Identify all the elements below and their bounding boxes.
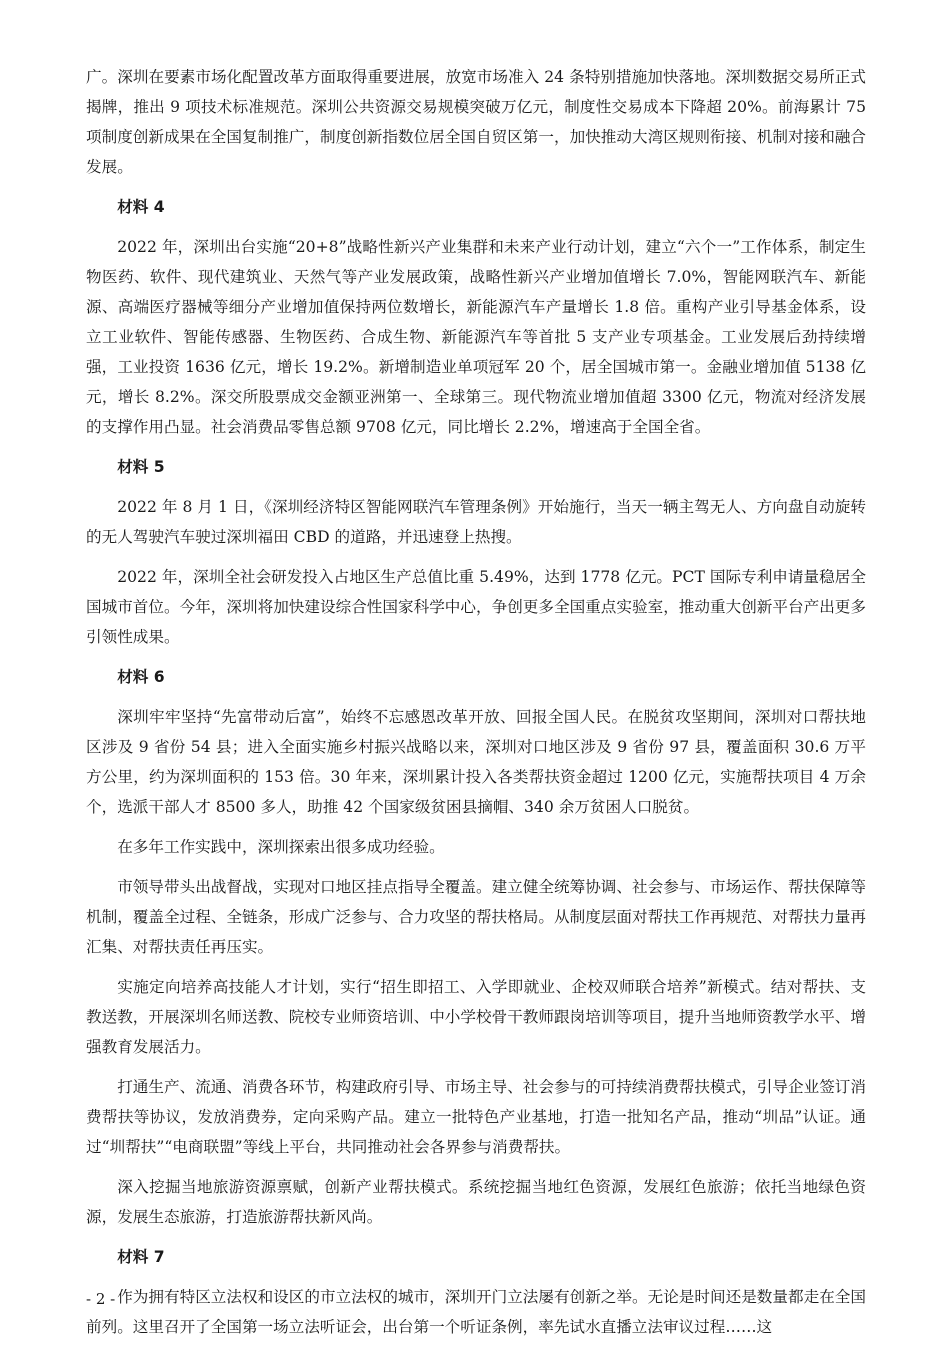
paragraph: 2022 年 8 月 1 日，《深圳经济特区智能网联汽车管理条例》开始施行，当天一辆主驾无人、方向盘自动旋转的无人驾驶汽车驶过深圳福田 CBD 的道路，并迅速登上热搜。 (86, 498, 866, 546)
section-heading-material-6: 材料 6 (117, 668, 165, 686)
page-number: - 2 - (86, 1290, 116, 1308)
document-body (86, 62, 866, 1352)
paragraph: 2022 年，深圳出台实施“20+8”战略性新兴产业集群和未来产业行动计划，建立“六个一”工作体系，制定生物医药、软件、现代建筑业、天然气等产业发展政策，战略性新兴产业增加值增长 7.0%，智能网联汽车、新能源、高端医疗器械等细分产业增加值保持两位数增长，新能源汽车产量增长 1.8 倍。重构产业引导基金体系，设立工业软件、智能传感器、生物医药、合成生物、新能源汽车等首批 5 支产业专项基金。工业发展后劲持续增强，工业投资 1636 亿元，增长 19.2%。新增制造业单项冠军 20 个，居全国城市第一。金融业增加值 5138 亿元，增长 8.2%。深交所股票成交金额亚洲第一、全球第三。现代物流业增加值超 3300 亿元，物流对经济发展的支撑作用凸显。社会消费品零售总额 9708 亿元，同比增长 2.2%，增速高于全国全省。 (86, 238, 866, 436)
paragraph: 打通生产、流通、消费各环节，构建政府引导、市场主导、社会参与的可持续消费帮扶模式，引导企业签订消费帮扶等协议，发放消费券，定向采购产品。建立一批特色产业基地，打造一批知名产品，推动“圳品”认证。通过“圳帮扶”“电商联盟”等线上平台，共同推动社会各界参与消费帮扶。 (86, 1078, 866, 1156)
paragraph: 深圳牢牢坚持“先富带动后富”，始终不忘感恩改革开放、回报全国人民。在脱贫攻坚期间，深圳对口帮扶地区涉及 9 省份 54 县；进入全面实施乡村振兴战略以来，深圳对口地区涉及 9 省份 97 县，覆盖面积 30.6 万平方公里，约为深圳面积的 153 倍。30 年来，深圳累计投入各类帮扶资金超过 1200 亿元，实施帮扶项目 4 万余个，选派干部人才 8500 多人，助推 42 个国家级贫困县摘帽、340 余万贫困人口脱贫。 (86, 708, 866, 816)
paragraph-continuation: 广。深圳在要素市场化配置改革方面取得重要进展，放宽市场准入 24 条特别措施加快落地。深圳数据交易所正式揭牌，推出 9 项技术标准规范。深圳公共资源交易规模突破万亿元，制度性交易成本下降超 20%。前海累计 75 项制度创新成果在全国复制推广，制度创新指数位居全国自贸区第一，加快推动大湾区规则衔接、机制对接和融合发展。 (86, 68, 866, 176)
paragraph: 2022 年，深圳全社会研发投入占地区生产总值比重 5.49%，达到 1778 亿元。PCT 国际专利申请量稳居全国城市首位。今年，深圳将加快建设综合性国家科学中心，争创更多全国重点实验室，推动重大创新平台产出更多引领性成果。 (86, 568, 866, 646)
section-heading-material-4: 材料 4 (117, 198, 165, 216)
paragraph: 市领导带头出战督战，实现对口地区挂点指导全覆盖。建立健全统筹协调、社会参与、市场运作、帮扶保障等机制，覆盖全过程、全链条，形成广泛参与、合力攻坚的帮扶格局。从制度层面对帮扶工作再规范、对帮扶力量再汇集、对帮扶责任再压实。 (86, 878, 866, 956)
paragraph: 深入挖掘当地旅游资源禀赋，创新产业帮扶模式。系统挖掘当地红色资源，发展红色旅游；依托当地绿色资源，发展生态旅游，打造旅游帮扶新风尚。 (86, 1178, 866, 1226)
section-heading-material-7: 材料 7 (117, 1248, 165, 1266)
section-heading-material-5: 材料 5 (117, 458, 165, 476)
paragraph: 实施定向培养高技能人才计划，实行“招生即招工、入学即就业、企校双师联合培养”新模式。结对帮扶、支教送教，开展深圳名师送教、院校专业师资培训、中小学校骨干教师跟岗培训等项目，提升当地师资教学水平、增强教育发展活力。 (86, 978, 866, 1056)
paragraph: 作为拥有特区立法权和设区的市立法权的城市，深圳开门立法屡有创新之举。无论是时间还是数量都走在全国前列。这里召开了全国第一场立法听证会，出台第一个听证条例，率先试水直播立法审议过程……这 (86, 1288, 866, 1336)
paragraph: 在多年工作实践中，深圳探索出很多成功经验。 (117, 838, 445, 856)
